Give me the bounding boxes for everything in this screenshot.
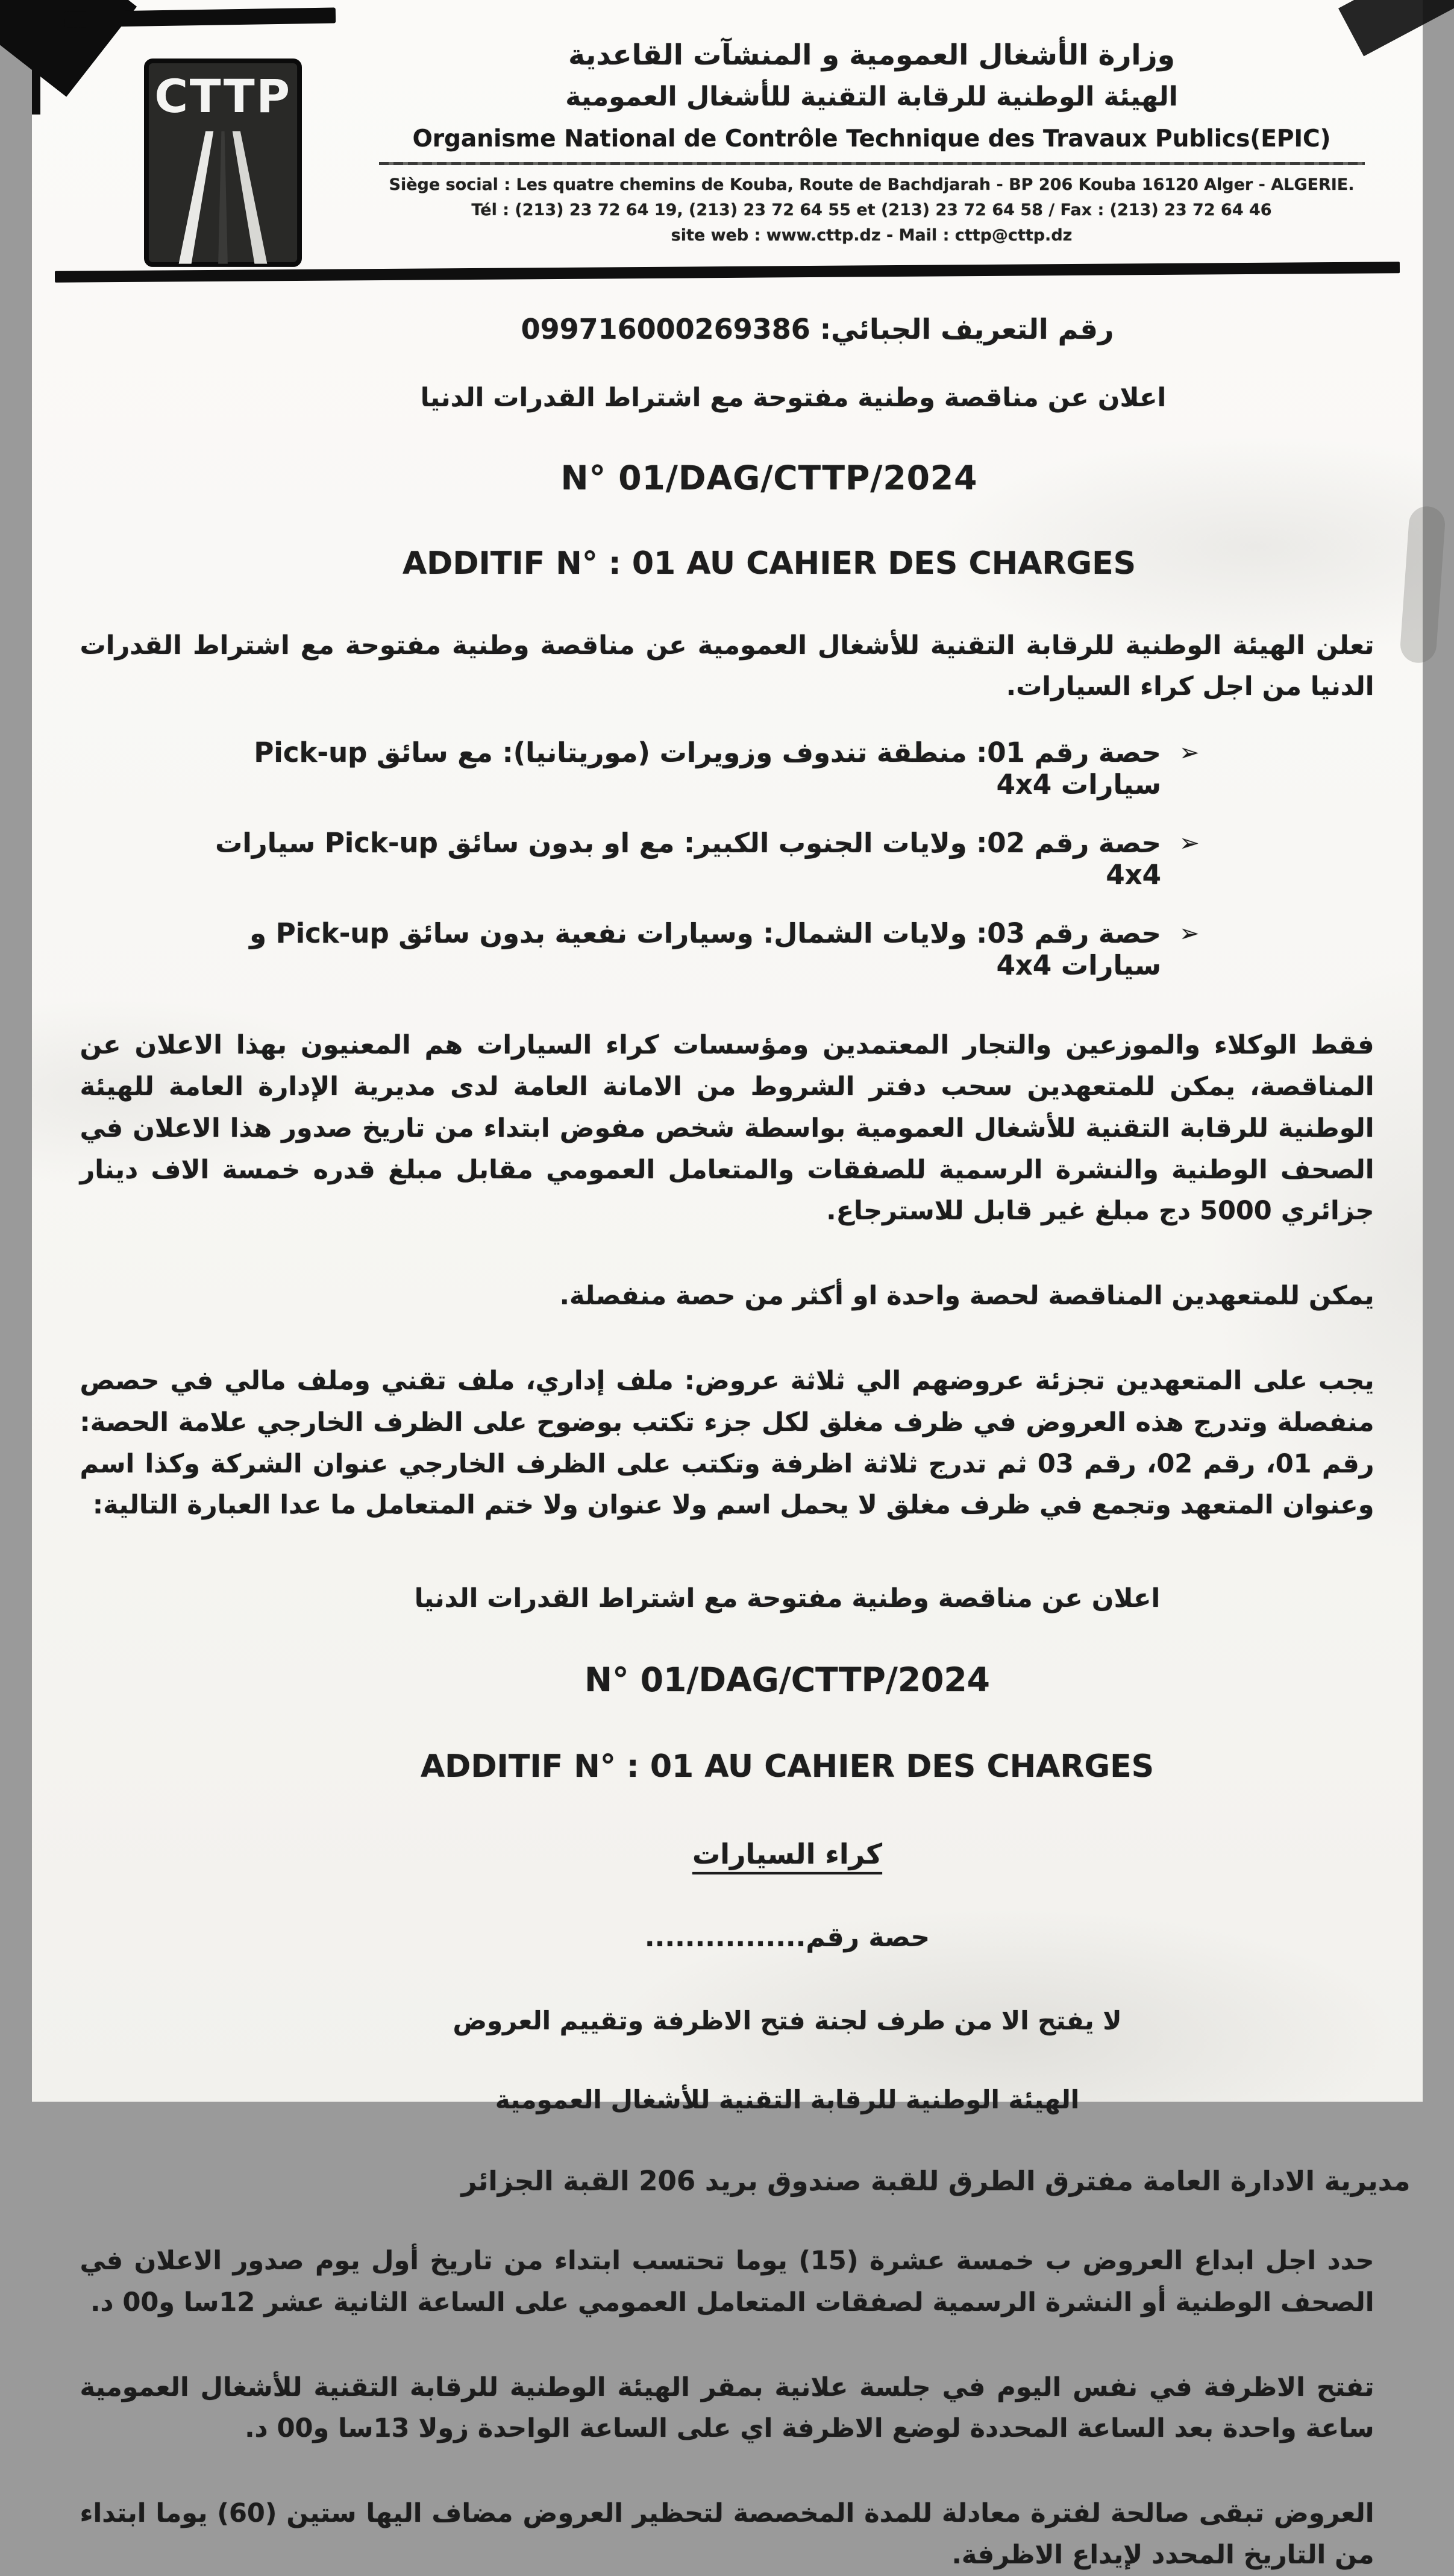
- letterhead-divider: [379, 162, 1365, 165]
- offer-validity-paragraph: العروض تبقى صالحة لفترة معادلة للمدة المخصصة لتحظير العروض مضاف اليها ستين (60) يوما ابتداء من التاريخ المحدد لإيداع الاظرفة.: [80, 2493, 1374, 2576]
- envelope-lot-number-blank: حصة رقم................: [140, 1922, 1435, 1953]
- tax-id-label: رقم التعريف الجبائي:: [820, 313, 1114, 345]
- tender-reference-number: N° 01/DAG/CTTP/2024: [122, 459, 1417, 497]
- letterhead-website: site web : www.cttp.dz - Mail : cttp@cttp.dz: [363, 223, 1380, 248]
- intro-paragraph: تعلن الهيئة الوطنية للرقابة التقنية للأشغال العمومية عن مناقصة وطنية مفتوحة مع اشتراط القدرات الدنيا من اجل كراء السيارات.: [80, 625, 1374, 708]
- envelope-additif-title: ADDITIF N° : 01 AU CAHIER DES CHARGES: [140, 1748, 1435, 1785]
- arrow-bullet-icon: ➢: [1179, 829, 1200, 857]
- letterhead-phone: Tél : (213) 23 72 64 19, (213) 23 72 64 55 et (213) 23 72 64 58 / Fax : (213) 23 72 64 46: [363, 198, 1380, 223]
- one-or-more-lots-paragraph: يمكن للمتعهدين المناقصة لحصة واحدة او أكثر من حصة منفصلة.: [80, 1275, 1374, 1317]
- envelope-reference-number: N° 01/DAG/CTTP/2024: [140, 1660, 1435, 1699]
- letterhead-address: Siège social : Les quatre chemins de Kouba, Route de Bachdjarah - BP 206 Kouba 16120 Alger - ALGERIE.: [363, 172, 1380, 198]
- lot-list: [80, 737, 1374, 981]
- svg-text:CTTP: CTTP: [154, 69, 291, 123]
- envelope-delivery-address: مديرية الادارة العامة مفترق الطرق للقبة صندوق بريد 206 القبة الجزائر: [116, 2165, 1411, 2197]
- tax-id-number: 099716000269386: [521, 313, 810, 345]
- arrow-bullet-icon: ➢: [1179, 920, 1200, 947]
- lot-item-text: حصة رقم 03: ولايات الشمال: وسيارات نفعية بدون سائق Pick-up و سيارات 4x4: [152, 917, 1161, 981]
- organization-name-arabic: الهيئة الوطنية للرقابة التقنية للأشغال العمومية: [363, 81, 1380, 112]
- submission-deadline-paragraph: حدد اجل ابداع العروض ب خمسة عشرة (15) يوما تحتسب ابتداء من تاريخ أول يوم صدور الاعلان في الصحف الوطنية أو النشرة الرسمية لصفقات المتعامل العمومي على الساعة الثانية عشر 12سا و00 د.: [80, 2240, 1374, 2323]
- envelope-label-block: [140, 1583, 1435, 2197]
- lot-item-text: حصة رقم 02: ولايات الجنوب الكبير: مع او بدون سائق Pick-up سيارات 4x4: [152, 827, 1161, 891]
- envelopes-instructions-paragraph: يجب على المتعهدين تجزئة عروضهم الي ثلاثة عروض: ملف إداري، ملف تقني وملف مالي في حصص منفصلة وتدرج هذه العروض في ظرف مغلق لكل جزء تكتب بوضوح على الظرف الخارجي علامة الحصة: رقم 01، رقم 02، رقم 03 ثم تدرج ثلاثة اظرفة وتكتب على الظرف الخارجي عنوان الشركة وكذا اسم وعنوان المتعهد وتجمع في ظرف مغلق لا يحمل اسم ولا عنوان ولا ختم المتعامل ما عدا العبارة التالية:: [80, 1360, 1374, 1526]
- envelope-announcement-title: اعلان عن مناقصة وطنية مفتوحة مع اشتراط القدرات الدنيا: [140, 1583, 1435, 1613]
- cttp-logo: [144, 58, 302, 268]
- lot-item-text: حصة رقم 01: منطقة تندوف وزويرات (موريتانيا): مع سائق Pick-up سيارات 4x4: [152, 737, 1161, 800]
- scanned-tender-document: [32, 0, 1423, 2102]
- tender-announcement-title: اعلان عن مناقصة وطنية مفتوحة مع اشتراط القدرات الدنيا: [146, 383, 1441, 413]
- envelope-organization-name: الهيئة الوطنية للرقابة التقنية للأشغال العمومية: [140, 2085, 1435, 2114]
- letterhead: [32, 0, 1423, 248]
- tax-id-line: [171, 313, 1454, 345]
- ministry-name-arabic: وزارة الأشغال العمومية و المنشآت القاعدية: [363, 39, 1380, 72]
- additif-title: ADDITIF N° : 01 AU CAHIER DES CHARGES: [122, 545, 1417, 582]
- opening-session-paragraph: تفتح الاظرفة في نفس اليوم في جلسة علانية بمقر الهيئة الوطنية للرقابة التقنية للأشغال العمومية ساعة واحدة بعد الساعة المحددة لوضع الاظرفة اي على الساعة الواحدة زولا 13سا و00 د.: [80, 2367, 1374, 2450]
- arrow-bullet-icon: ➢: [1179, 739, 1200, 767]
- organization-name-french: Organisme National de Contrôle Technique des Travaux Publics(EPIC): [363, 125, 1380, 152]
- lot-item-1: [152, 737, 1200, 800]
- lot-item-3: [152, 917, 1200, 981]
- envelope-open-only-notice: لا يفتح الا من طرف لجنة فتح الاظرفة وتقييم العروض: [140, 2006, 1435, 2035]
- lot-item-2: [152, 827, 1200, 891]
- eligibility-paragraph: فقط الوكلاء والموزعين والتجار المعتمدين ومؤسسات كراء السيارات هم المعنيون بهذا الاعلان عن المناقصة، يمكن للمتعهدين سحب دفتر الشروط من الامانة العامة لدى مديرية الإدارة العامة للهيئة الوطنية للرقابة التقنية للأشغال العمومية بواسطة شخص مفوض ابتداء من تاريخ صدور هذا الاعلان في الصحف الوطنية والنشرة الرسمية للصفقات والمتعامل العمومي مقابل مبلغ قدره خمسة الاف دينار جزائري 5000 دج مبلغ غير قابل للاسترجاع.: [80, 1025, 1374, 1232]
- letterhead-text: [363, 39, 1380, 248]
- envelope-subject-car-rental: كراء السيارات: [140, 1838, 1435, 1870]
- document-body: [32, 313, 1423, 2576]
